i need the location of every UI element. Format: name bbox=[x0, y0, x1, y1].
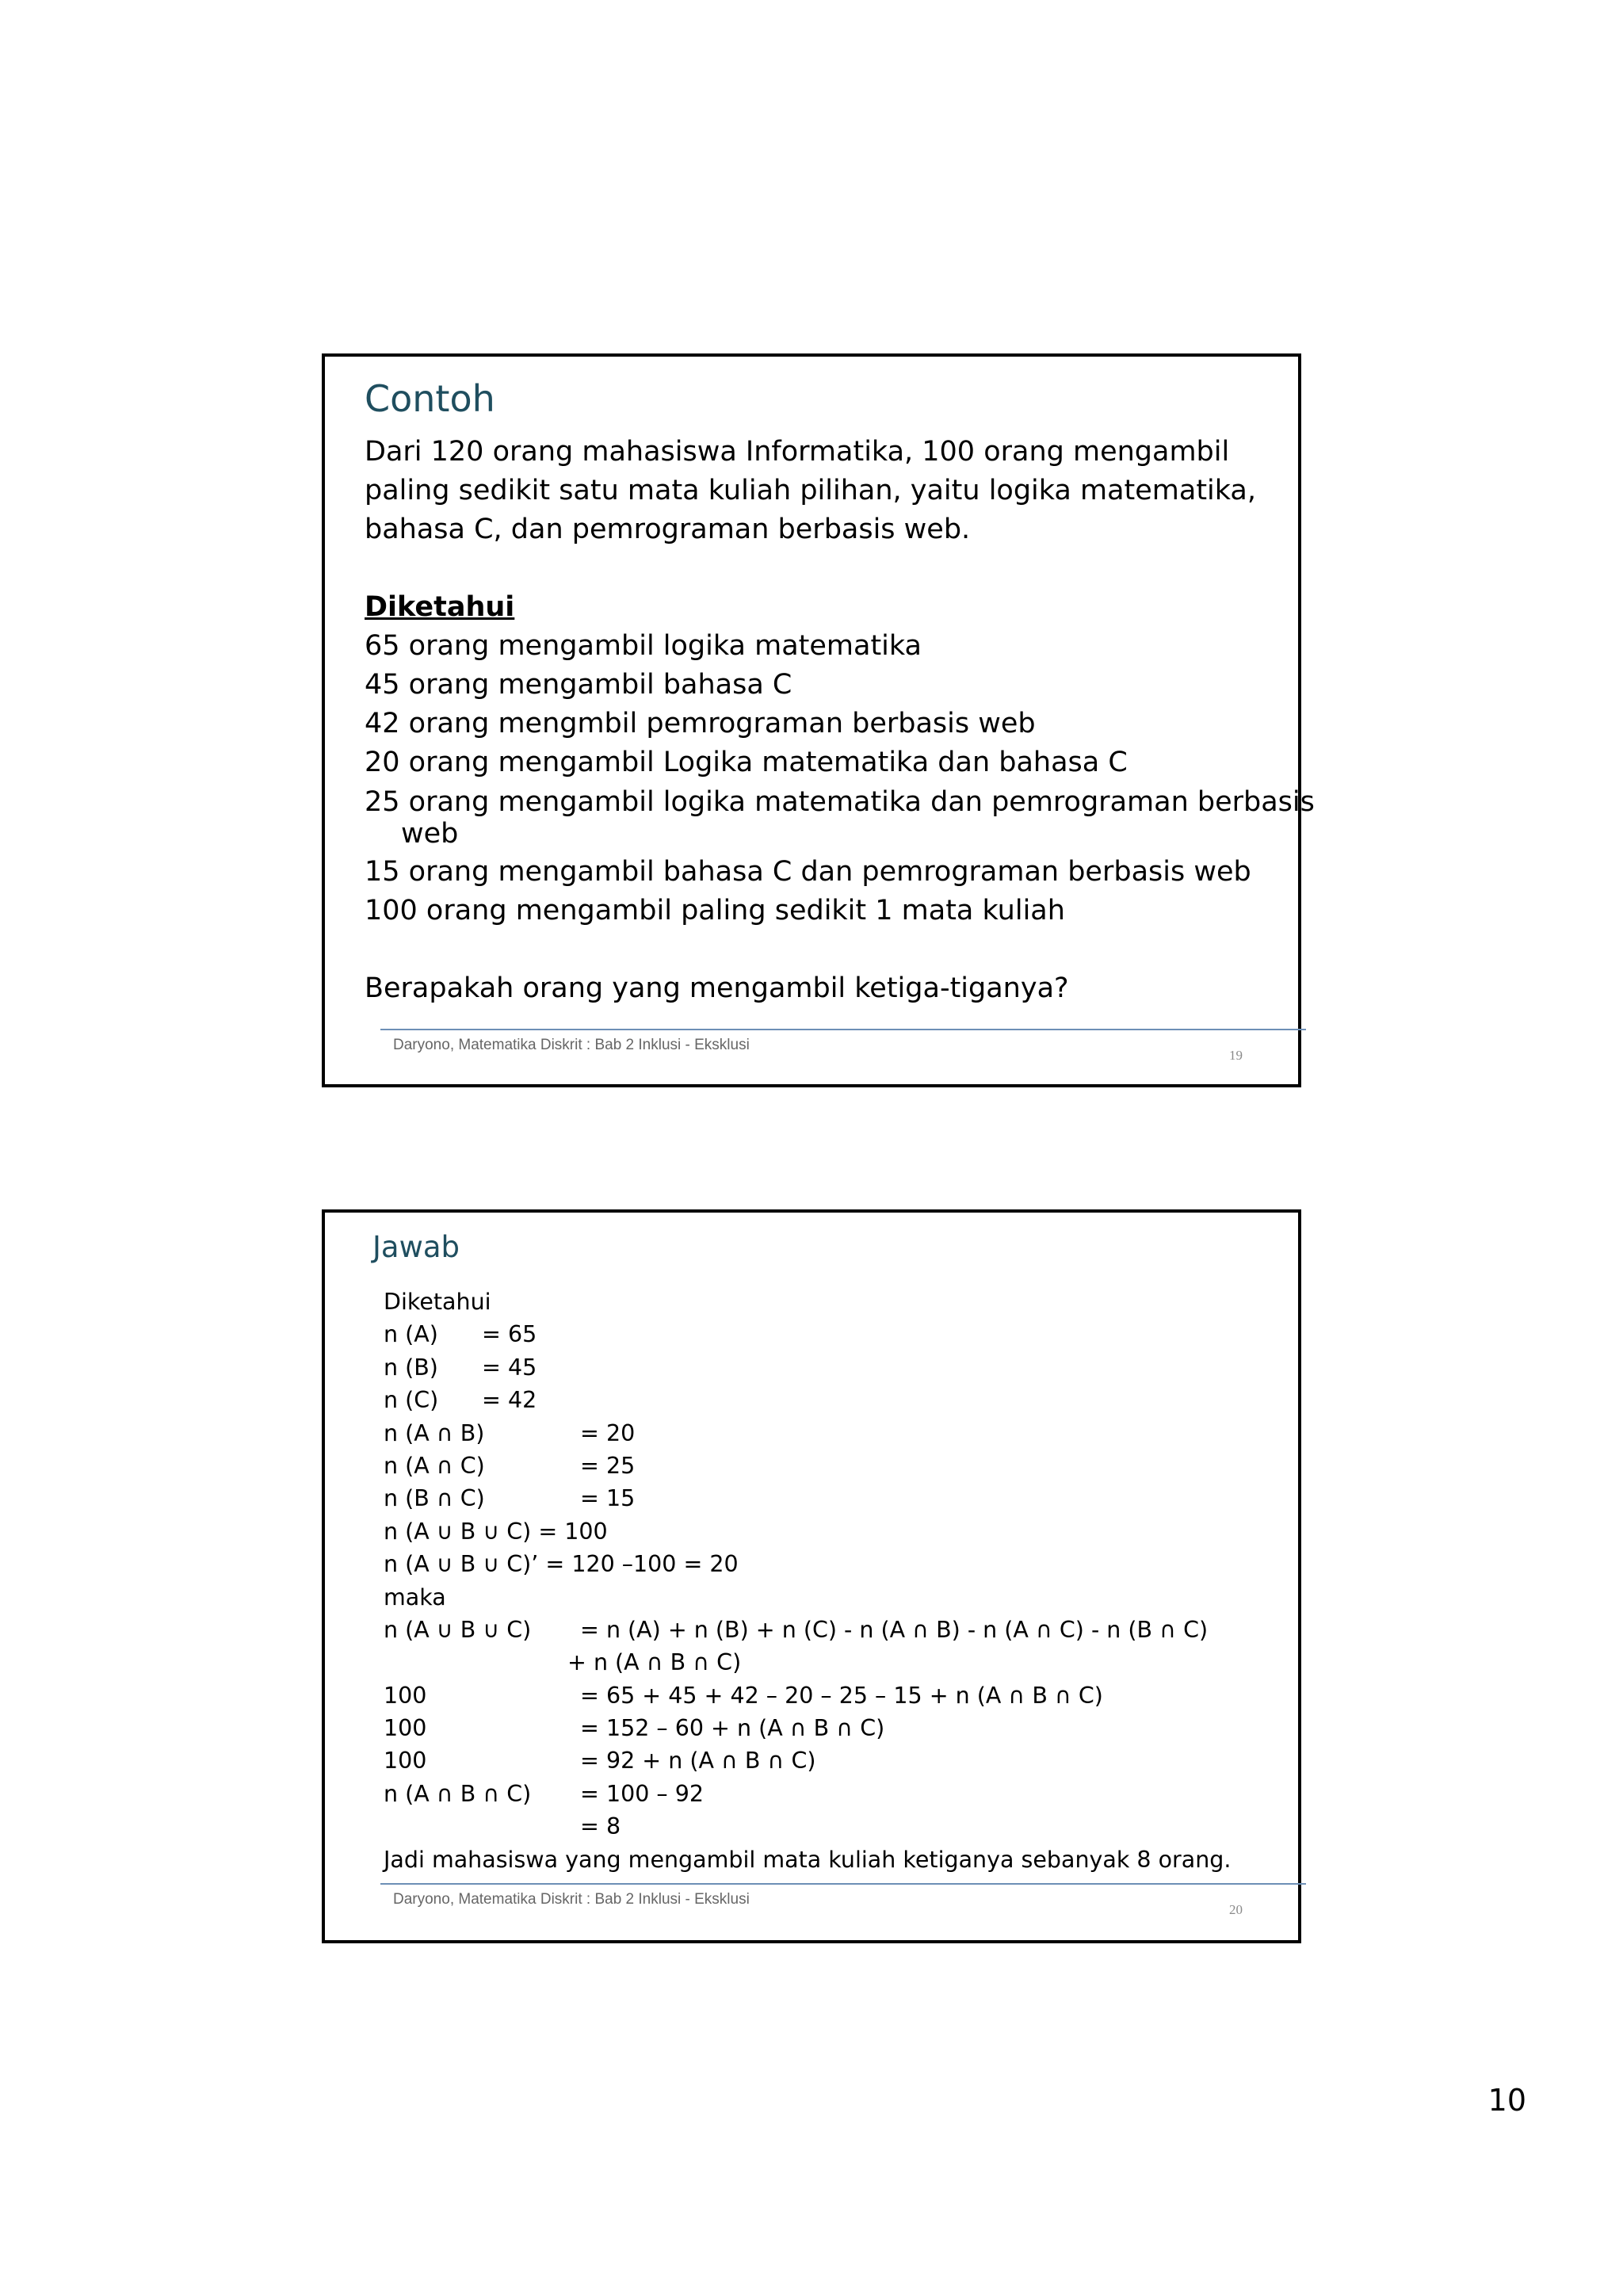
solution-left: 100 bbox=[384, 1748, 427, 1775]
solution-line bbox=[384, 1679, 1271, 1712]
solution-right: = 20 bbox=[580, 1419, 636, 1446]
solution-right: + n (A ∩ B ∩ C) bbox=[567, 1649, 742, 1676]
fact-line-wrapped bbox=[365, 782, 1315, 853]
fact-line: 20 orang mengambil Logika matematika dan bahasa C bbox=[365, 747, 1128, 778]
solution-left: n (B) bbox=[384, 1354, 438, 1381]
solution-left: n (A ∪ B ∪ C)’ = 120 –100 = 20 bbox=[384, 1551, 739, 1578]
solution-line bbox=[384, 1712, 1271, 1744]
solution-line bbox=[384, 1417, 1271, 1450]
solution-right: = 152 – 60 + n (A ∩ B ∩ C) bbox=[580, 1715, 885, 1742]
solution-right: = n (A) + n (B) + n (C) - n (A ∩ B) - n (A ∩ C) - n (B ∩ C) bbox=[580, 1616, 1209, 1643]
solution-line bbox=[384, 1810, 1271, 1843]
solution-right: = 15 bbox=[580, 1485, 636, 1512]
fact-line: 65 orang mengambil logika matematika bbox=[365, 630, 922, 662]
solution-right: = 8 bbox=[580, 1813, 621, 1840]
solution-left: n (A ∪ B ∪ C) = 100 bbox=[384, 1518, 608, 1545]
footer-divider bbox=[380, 1883, 1306, 1885]
fact-line: 42 orang mengmbil pemrograman berbasis web bbox=[365, 708, 1036, 739]
solution-line bbox=[384, 1351, 1271, 1384]
solution-left: n (A) bbox=[384, 1321, 438, 1348]
solution-left: n (A ∩ C) bbox=[384, 1452, 485, 1479]
slide-number: 19 bbox=[1229, 1048, 1243, 1063]
solution-left: n (A ∩ B ∩ C) bbox=[384, 1780, 532, 1807]
solution-line bbox=[384, 1515, 1271, 1548]
solution-right: = 45 bbox=[482, 1354, 537, 1381]
page-number: 10 bbox=[1487, 2083, 1526, 2118]
solution-left: n (C) bbox=[384, 1387, 439, 1414]
solution-left: 100 bbox=[384, 1715, 427, 1742]
solution-left: n (A ∪ B ∪ C) bbox=[384, 1616, 532, 1643]
slide-footer: Daryono, Matematika Diskrit : Bab 2 Inklusi - Eksklusi bbox=[393, 1037, 750, 1053]
slide-footer: Daryono, Matematika Diskrit : Bab 2 Inklusi - Eksklusi bbox=[393, 1891, 750, 1908]
solution-line bbox=[384, 1286, 1271, 1318]
solution-right: = 100 – 92 bbox=[580, 1780, 704, 1807]
fact-line: 100 orang mengambil paling sedikit 1 mata kuliah bbox=[365, 895, 1065, 926]
solution-right: = 42 bbox=[482, 1387, 537, 1414]
solution-line bbox=[384, 1614, 1271, 1646]
intro-line: paling sedikit satu mata kuliah pilihan, yaitu logika matematika, bbox=[365, 475, 1257, 506]
solution-line bbox=[384, 1384, 1271, 1416]
fact-line: 45 orang mengambil bahasa C bbox=[365, 669, 792, 701]
slide-title: Contoh bbox=[365, 377, 495, 420]
solution-right: = 25 bbox=[580, 1452, 636, 1479]
intro-line: Dari 120 orang mahasiswa Informatika, 100 orang mengambil bbox=[365, 436, 1230, 468]
fact-line-continuation: web bbox=[401, 818, 459, 850]
slide-number: 20 bbox=[1229, 1902, 1243, 1917]
solution-line bbox=[384, 1548, 1271, 1580]
question: Berapakah orang yang mengambil ketiga-tiganya? bbox=[365, 972, 1069, 1004]
conclusion-text: Jadi mahasiswa yang mengambil mata kuliah ketiganya sebanyak 8 orang. bbox=[384, 1846, 1232, 1873]
solution-line bbox=[384, 1744, 1271, 1777]
solution-right: = 65 bbox=[482, 1321, 537, 1348]
footer-divider bbox=[380, 1029, 1306, 1030]
conclusion bbox=[384, 1843, 1271, 1876]
solution-line bbox=[384, 1778, 1271, 1810]
solution-line bbox=[384, 1318, 1271, 1350]
solution-right: = 92 + n (A ∩ B ∩ C) bbox=[580, 1748, 816, 1775]
fact-line: 15 orang mengambil bahasa C dan pemrograman berbasis web bbox=[365, 856, 1251, 888]
fact-line: 25 orang mengambil logika matematika dan pemrograman berbasis bbox=[365, 786, 1315, 818]
slide-body bbox=[365, 433, 1315, 1008]
solution-left: n (B ∩ C) bbox=[384, 1485, 485, 1512]
solution-left: Diketahui bbox=[384, 1289, 491, 1315]
known-heading: Diketahui bbox=[365, 591, 515, 623]
solution-left: 100 bbox=[384, 1682, 427, 1709]
solution-left: n (A ∩ B) bbox=[384, 1419, 485, 1446]
slide-19 bbox=[322, 353, 1315, 1087]
solution-line bbox=[384, 1482, 1271, 1515]
solution-line bbox=[384, 1646, 1271, 1679]
solution-body bbox=[384, 1286, 1271, 1876]
solution-right: = 65 + 45 + 42 – 20 – 25 – 15 + n (A ∩ B ∩ C) bbox=[580, 1682, 1103, 1709]
solution-left: maka bbox=[384, 1584, 446, 1610]
intro-line: bahasa C, dan pemrograman berbasis web. bbox=[365, 514, 971, 545]
slide-title: Jawab bbox=[372, 1230, 460, 1264]
slide-20 bbox=[322, 1209, 1301, 1943]
solution-line bbox=[384, 1581, 1271, 1614]
solution-line bbox=[384, 1450, 1271, 1482]
